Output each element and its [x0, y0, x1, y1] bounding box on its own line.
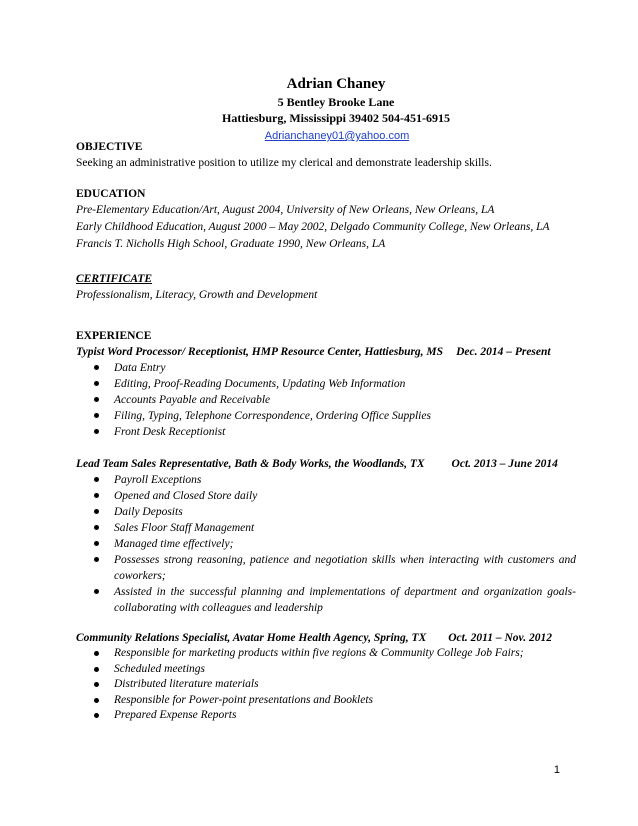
- list-item-text: Data Entry: [114, 362, 166, 374]
- bullet-icon: [94, 365, 99, 370]
- list-item-text: Front Desk Receptionist: [114, 426, 226, 438]
- list-item: [76, 360, 576, 376]
- city-phone-line: Hattiesburg, Mississippi 39402 504-451-6915: [221, 111, 450, 125]
- list-item-text: Prepared Expense Reports: [114, 709, 237, 721]
- list-item: [76, 392, 576, 408]
- job-duties-list: [76, 360, 576, 440]
- page-number: 1: [553, 764, 560, 776]
- bullet-icon: [94, 477, 99, 482]
- job-heading: [76, 630, 576, 646]
- list-item: [76, 708, 576, 724]
- list-item: [76, 376, 576, 392]
- job-heading: [76, 344, 576, 360]
- list-item: [76, 504, 576, 520]
- bullet-icon: [94, 698, 99, 703]
- list-item: [76, 646, 576, 662]
- job-duties-list: [76, 472, 576, 616]
- education-section: [76, 186, 576, 253]
- experience-section: [76, 328, 576, 724]
- address-line: 5 Bentley Brooke Lane: [277, 95, 395, 109]
- education-line: Francis T. Nicholls High School, Graduate 1990, New Orleans, LA: [76, 238, 386, 250]
- education-title: EDUCATION: [76, 188, 146, 200]
- job-title: Lead Team Sales Representative, Bath & Body Works, the Woodlands, TX: [76, 458, 425, 470]
- bullet-icon: [94, 682, 99, 687]
- job-entry: [76, 456, 576, 616]
- objective-section: [76, 139, 576, 171]
- list-item: [76, 693, 576, 709]
- list-item: [76, 584, 576, 616]
- certificate-section: [76, 271, 576, 303]
- list-item: [76, 488, 576, 504]
- list-item: [76, 472, 576, 488]
- job-dates: Dec. 2014 – Present: [456, 346, 551, 358]
- job-heading: [76, 456, 576, 472]
- bullet-icon: [94, 381, 99, 386]
- list-item: [76, 552, 576, 584]
- education-line: Early Childhood Education, August 2000 – May 2002, Delgado Community College, New Orleans, LA: [76, 221, 550, 233]
- list-item-text: Possesses strong reasoning, patience and negotiation skills when interacting with customers and coworkers;: [114, 554, 576, 582]
- list-item-text: Daily Deposits: [114, 506, 183, 518]
- bullet-icon: [94, 651, 99, 656]
- job-duties-list: [76, 646, 576, 724]
- list-item-text: Responsible for Power-point presentations and Booklets: [114, 693, 374, 706]
- bullet-icon: [94, 525, 99, 530]
- list-item-text: Filing, Typing, Telephone Correspondence, Ordering Office Supplies: [114, 410, 431, 422]
- job-entry: [76, 630, 576, 724]
- bullet-icon: [94, 541, 99, 546]
- list-item-text: Editing, Proof-Reading Documents, Updating Web Information: [114, 378, 406, 390]
- bullet-icon: [94, 429, 99, 434]
- objective-text: Seeking an administrative position to utilize my clerical and demonstrate leadership skills.: [76, 157, 492, 169]
- list-item-text: Opened and Closed Store daily: [114, 490, 258, 502]
- job-dates: Oct. 2013 – June 2014: [451, 458, 558, 470]
- bullet-icon: [94, 667, 99, 672]
- list-item-text: Assisted in the successful planning and implementations of department and organization goals-collaborating with colleagues and leadership: [114, 586, 576, 614]
- list-item-text: Managed time effectively;: [114, 538, 234, 550]
- bullet-icon: [94, 713, 99, 718]
- applicant-name: Adrian Chaney: [286, 76, 386, 92]
- objective-title: OBJECTIVE: [76, 141, 143, 153]
- resume-header: [0, 75, 638, 145]
- list-item-text: Sales Floor Staff Management: [114, 522, 255, 534]
- list-item: [76, 677, 576, 693]
- list-item: [76, 536, 576, 552]
- resume-body: [76, 139, 576, 724]
- certificate-text: Professionalism, Literacy, Growth and Development: [76, 289, 318, 301]
- list-item-text: Distributed literature materials: [114, 678, 259, 690]
- job-dates: Oct. 2011 – Nov. 2012: [448, 632, 552, 644]
- list-item: [76, 424, 576, 440]
- list-item-text: Responsible for marketing products within five regions & Community College Job Fairs;: [114, 647, 524, 659]
- list-item: [76, 408, 576, 424]
- email-link[interactable]: Adrianchaney01@yahoo.com: [264, 130, 410, 142]
- bullet-icon: [94, 557, 99, 562]
- certificate-title: CERTIFICATE: [76, 273, 153, 285]
- job-title: Community Relations Specialist, Avatar Home Health Agency, Spring, TX: [76, 632, 427, 644]
- list-item: [76, 520, 576, 536]
- list-item-text: Accounts Payable and Receivable: [114, 394, 271, 406]
- education-line: Pre-Elementary Education/Art, August 2004, University of New Orleans, New Orleans, LA: [76, 204, 495, 216]
- bullet-icon: [94, 397, 99, 402]
- bullet-icon: [94, 493, 99, 498]
- list-item-text: Scheduled meetings: [114, 662, 206, 675]
- bullet-icon: [94, 509, 99, 514]
- list-item-text: Payroll Exceptions: [114, 474, 202, 486]
- job-title: Typist Word Processor/ Receptionist, HMP Resource Center, Hattiesburg, MS: [76, 346, 444, 358]
- experience-title: EXPERIENCE: [76, 330, 152, 342]
- bullet-icon: [94, 589, 99, 594]
- bullet-icon: [94, 413, 99, 418]
- job-entry: [76, 344, 576, 440]
- list-item: [76, 662, 576, 678]
